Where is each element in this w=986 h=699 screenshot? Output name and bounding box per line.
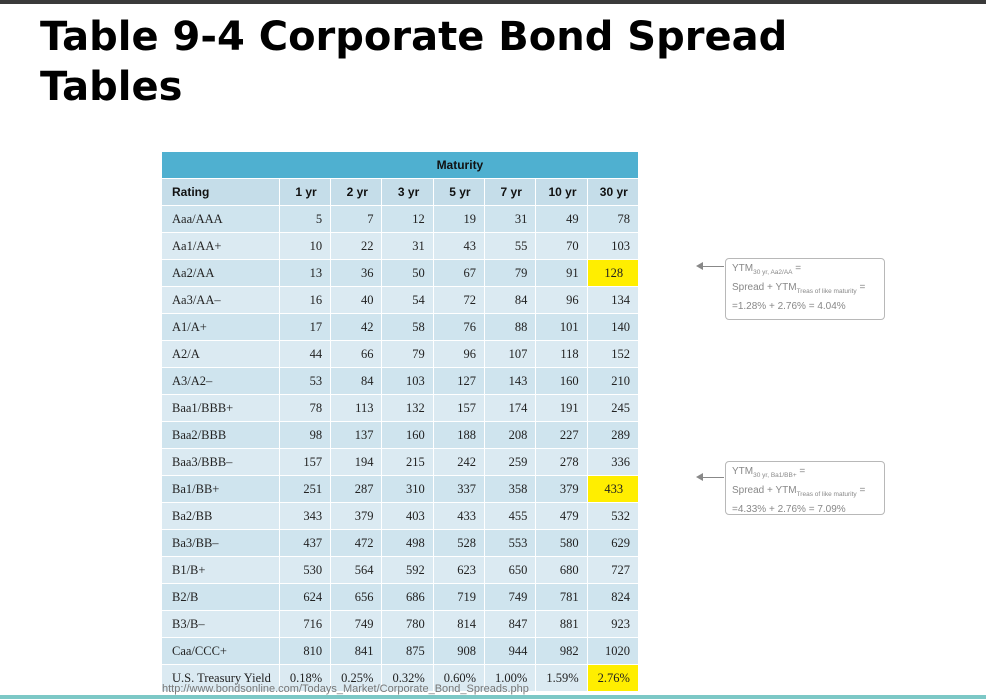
spread-cell: 251 (279, 476, 330, 503)
spread-cell: 908 (433, 638, 484, 665)
spread-cell: 7 (331, 206, 382, 233)
spread-cell: 923 (587, 611, 638, 638)
rating-cell: A3/A2– (162, 368, 279, 395)
spread-cell: 358 (485, 476, 536, 503)
spread-cell: 472 (331, 530, 382, 557)
spread-cell: 113 (331, 395, 382, 422)
spread-cell: 152 (587, 341, 638, 368)
table-row (162, 368, 638, 395)
rating-cell: Baa3/BBB– (162, 449, 279, 476)
spread-cell: 132 (382, 395, 433, 422)
spread-cell: 287 (331, 476, 382, 503)
spread-cell: 379 (331, 503, 382, 530)
spread-cell: 84 (331, 368, 382, 395)
spread-cell: 44 (279, 341, 330, 368)
rating-cell: Aa1/AA+ (162, 233, 279, 260)
rating-cell: Ba3/BB– (162, 530, 279, 557)
highlighted-spread-cell: 2.76% (587, 665, 638, 692)
spread-cell: 36 (331, 260, 382, 287)
spread-cell: 127 (433, 368, 484, 395)
rating-cell: B3/B– (162, 611, 279, 638)
spread-cell: 13 (279, 260, 330, 287)
spread-cell: 79 (382, 341, 433, 368)
spread-cell: 191 (536, 395, 587, 422)
table-row (162, 584, 638, 611)
spread-cell: 0.25% (331, 665, 382, 692)
spread-cell: 841 (331, 638, 382, 665)
spread-cell: 781 (536, 584, 587, 611)
spread-cell: 881 (536, 611, 587, 638)
table-row (162, 287, 638, 314)
callout-line-3: =1.28% + 2.76% = 4.04% (732, 301, 846, 312)
spread-cell: 140 (587, 314, 638, 341)
highlighted-spread-cell: 433 (587, 476, 638, 503)
spread-cell: 1.00% (485, 665, 536, 692)
spread-cell: 403 (382, 503, 433, 530)
callout-ba1-ytm (725, 461, 885, 515)
highlighted-spread-cell: 128 (587, 260, 638, 287)
spread-cell: 686 (382, 584, 433, 611)
spread-cell: 1.59% (536, 665, 587, 692)
callout-line-2: Spread + $YTM_{Treas of like maturity}$ = (732, 282, 866, 295)
maturity-column-header: 2 yr (331, 179, 382, 206)
spread-cell: 157 (433, 395, 484, 422)
maturity-column-header: 3 yr (382, 179, 433, 206)
spread-cell: 31 (485, 206, 536, 233)
spread-cell: 656 (331, 584, 382, 611)
table-row (162, 395, 638, 422)
spread-cell: 242 (433, 449, 484, 476)
rating-cell: A2/A (162, 341, 279, 368)
spread-cell: 437 (279, 530, 330, 557)
spread-cell: 245 (587, 395, 638, 422)
spread-cell: 553 (485, 530, 536, 557)
spread-cell: 564 (331, 557, 382, 584)
spread-cell: 749 (485, 584, 536, 611)
table-row (162, 449, 638, 476)
spread-cell: 134 (587, 287, 638, 314)
spread-cell: 78 (587, 206, 638, 233)
spread-cell: 727 (587, 557, 638, 584)
spread-cell: 479 (536, 503, 587, 530)
rating-cell: Ba1/BB+ (162, 476, 279, 503)
spread-cell: 107 (485, 341, 536, 368)
table-row (162, 422, 638, 449)
spread-cell: 49 (536, 206, 587, 233)
rating-cell: Aa3/AA– (162, 287, 279, 314)
spread-cell: 72 (433, 287, 484, 314)
table-row (162, 530, 638, 557)
table-row (162, 260, 638, 287)
spread-cell: 31 (382, 233, 433, 260)
rating-cell: B2/B (162, 584, 279, 611)
spread-cell: 227 (536, 422, 587, 449)
callout-aa2-ytm (725, 258, 885, 320)
spread-cell: 70 (536, 233, 587, 260)
spread-cell: 5 (279, 206, 330, 233)
spread-cell: 580 (536, 530, 587, 557)
callout-line-1: $YTM_{30 yr, Ba1/BB+}$ = (732, 466, 806, 479)
maturity-column-header: 30 yr (587, 179, 638, 206)
source-url: http://www.bondsonline.com/Todays_Market/Corporate_Bond_Spreads.php (162, 683, 529, 695)
maturity-column-header: 7 yr (485, 179, 536, 206)
spread-cell: 623 (433, 557, 484, 584)
rating-cell: U.S. Treasury Yield (162, 665, 279, 692)
table-row (162, 476, 638, 503)
spread-cell: 259 (485, 449, 536, 476)
rating-cell: Ba2/BB (162, 503, 279, 530)
callout-line-2: Spread + $YTM_{Treas of like maturity}$ = (732, 485, 866, 498)
spread-cell: 55 (485, 233, 536, 260)
spread-cell: 289 (587, 422, 638, 449)
spread-cell: 79 (485, 260, 536, 287)
spread-cell: 43 (433, 233, 484, 260)
spread-cell: 78 (279, 395, 330, 422)
spread-cell: 58 (382, 314, 433, 341)
maturity-column-header: 5 yr (433, 179, 484, 206)
spread-cell: 188 (433, 422, 484, 449)
rating-cell: A1/A+ (162, 314, 279, 341)
table-row (162, 611, 638, 638)
table-row (162, 557, 638, 584)
maturity-group-header: Maturity (279, 152, 638, 179)
table-row (162, 638, 638, 665)
spread-cell: 208 (485, 422, 536, 449)
spread-cell: 650 (485, 557, 536, 584)
spread-cell: 160 (382, 422, 433, 449)
spread-cell: 96 (536, 287, 587, 314)
spread-cell: 278 (536, 449, 587, 476)
slide-title: Table 9-4 Corporate Bond Spread Tables (40, 14, 788, 110)
maturity-header-blank (162, 152, 279, 179)
rating-cell: Aaa/AAA (162, 206, 279, 233)
spread-cell: 67 (433, 260, 484, 287)
spread-cell: 719 (433, 584, 484, 611)
bottom-rule (0, 695, 986, 699)
spread-cell: 10 (279, 233, 330, 260)
callout-line-3: =4.33% + 2.76% = 7.09% (732, 504, 846, 515)
callout-line-1: $YTM_{30 yr, Aa2/AA}$ = (732, 263, 802, 276)
spread-cell: 137 (331, 422, 382, 449)
spread-cell: 982 (536, 638, 587, 665)
spread-cell: 343 (279, 503, 330, 530)
table-row (162, 503, 638, 530)
bond-spread-table (162, 152, 639, 692)
spread-cell: 624 (279, 584, 330, 611)
arrow-left-icon (702, 266, 724, 267)
spread-cell: 530 (279, 557, 330, 584)
spread-cell: 54 (382, 287, 433, 314)
rating-cell: B1/B+ (162, 557, 279, 584)
spread-cell: 498 (382, 530, 433, 557)
spread-cell: 76 (433, 314, 484, 341)
spread-cell: 19 (433, 206, 484, 233)
spread-cell: 749 (331, 611, 382, 638)
spread-cell: 455 (485, 503, 536, 530)
spread-cell: 12 (382, 206, 433, 233)
arrow-left-icon (702, 477, 724, 478)
spread-cell: 528 (433, 530, 484, 557)
spread-cell: 875 (382, 638, 433, 665)
spread-cell: 716 (279, 611, 330, 638)
table-row (162, 233, 638, 260)
spread-cell: 310 (382, 476, 433, 503)
rating-column-header: Rating (162, 179, 279, 206)
spread-cell: 103 (587, 233, 638, 260)
spread-cell: 174 (485, 395, 536, 422)
spread-cell: 194 (331, 449, 382, 476)
spread-cell: 96 (433, 341, 484, 368)
spread-cell: 84 (485, 287, 536, 314)
rating-cell: Caa/CCC+ (162, 638, 279, 665)
spread-cell: 0.18% (279, 665, 330, 692)
spread-cell: 629 (587, 530, 638, 557)
spread-cell: 433 (433, 503, 484, 530)
spread-cell: 824 (587, 584, 638, 611)
spread-cell: 98 (279, 422, 330, 449)
table-row (162, 314, 638, 341)
rating-cell: Baa2/BBB (162, 422, 279, 449)
rating-cell: Aa2/AA (162, 260, 279, 287)
spread-cell: 680 (536, 557, 587, 584)
maturity-column-header: 10 yr (536, 179, 587, 206)
spread-cell: 66 (331, 341, 382, 368)
spread-cell: 215 (382, 449, 433, 476)
spread-cell: 143 (485, 368, 536, 395)
maturity-column-header: 1 yr (279, 179, 330, 206)
spread-cell: 592 (382, 557, 433, 584)
spread-cell: 337 (433, 476, 484, 503)
table-row (162, 206, 638, 233)
rating-cell: Baa1/BBB+ (162, 395, 279, 422)
spread-cell: 847 (485, 611, 536, 638)
top-rule (0, 0, 986, 4)
spread-cell: 50 (382, 260, 433, 287)
spread-cell: 118 (536, 341, 587, 368)
spread-cell: 16 (279, 287, 330, 314)
spread-cell: 810 (279, 638, 330, 665)
spread-cell: 53 (279, 368, 330, 395)
spread-cell: 210 (587, 368, 638, 395)
spread-cell: 101 (536, 314, 587, 341)
spread-cell: 532 (587, 503, 638, 530)
spread-cell: 1020 (587, 638, 638, 665)
spread-cell: 160 (536, 368, 587, 395)
spread-cell: 814 (433, 611, 484, 638)
spread-cell: 780 (382, 611, 433, 638)
spread-cell: 157 (279, 449, 330, 476)
table-row (162, 341, 638, 368)
spread-cell: 88 (485, 314, 536, 341)
spread-cell: 379 (536, 476, 587, 503)
spread-cell: 944 (485, 638, 536, 665)
spread-cell: 336 (587, 449, 638, 476)
spread-cell: 91 (536, 260, 587, 287)
spread-cell: 17 (279, 314, 330, 341)
spread-cell: 103 (382, 368, 433, 395)
spread-cell: 42 (331, 314, 382, 341)
spread-cell: 0.32% (382, 665, 433, 692)
spread-cell: 40 (331, 287, 382, 314)
spread-cell: 0.60% (433, 665, 484, 692)
spread-cell: 22 (331, 233, 382, 260)
